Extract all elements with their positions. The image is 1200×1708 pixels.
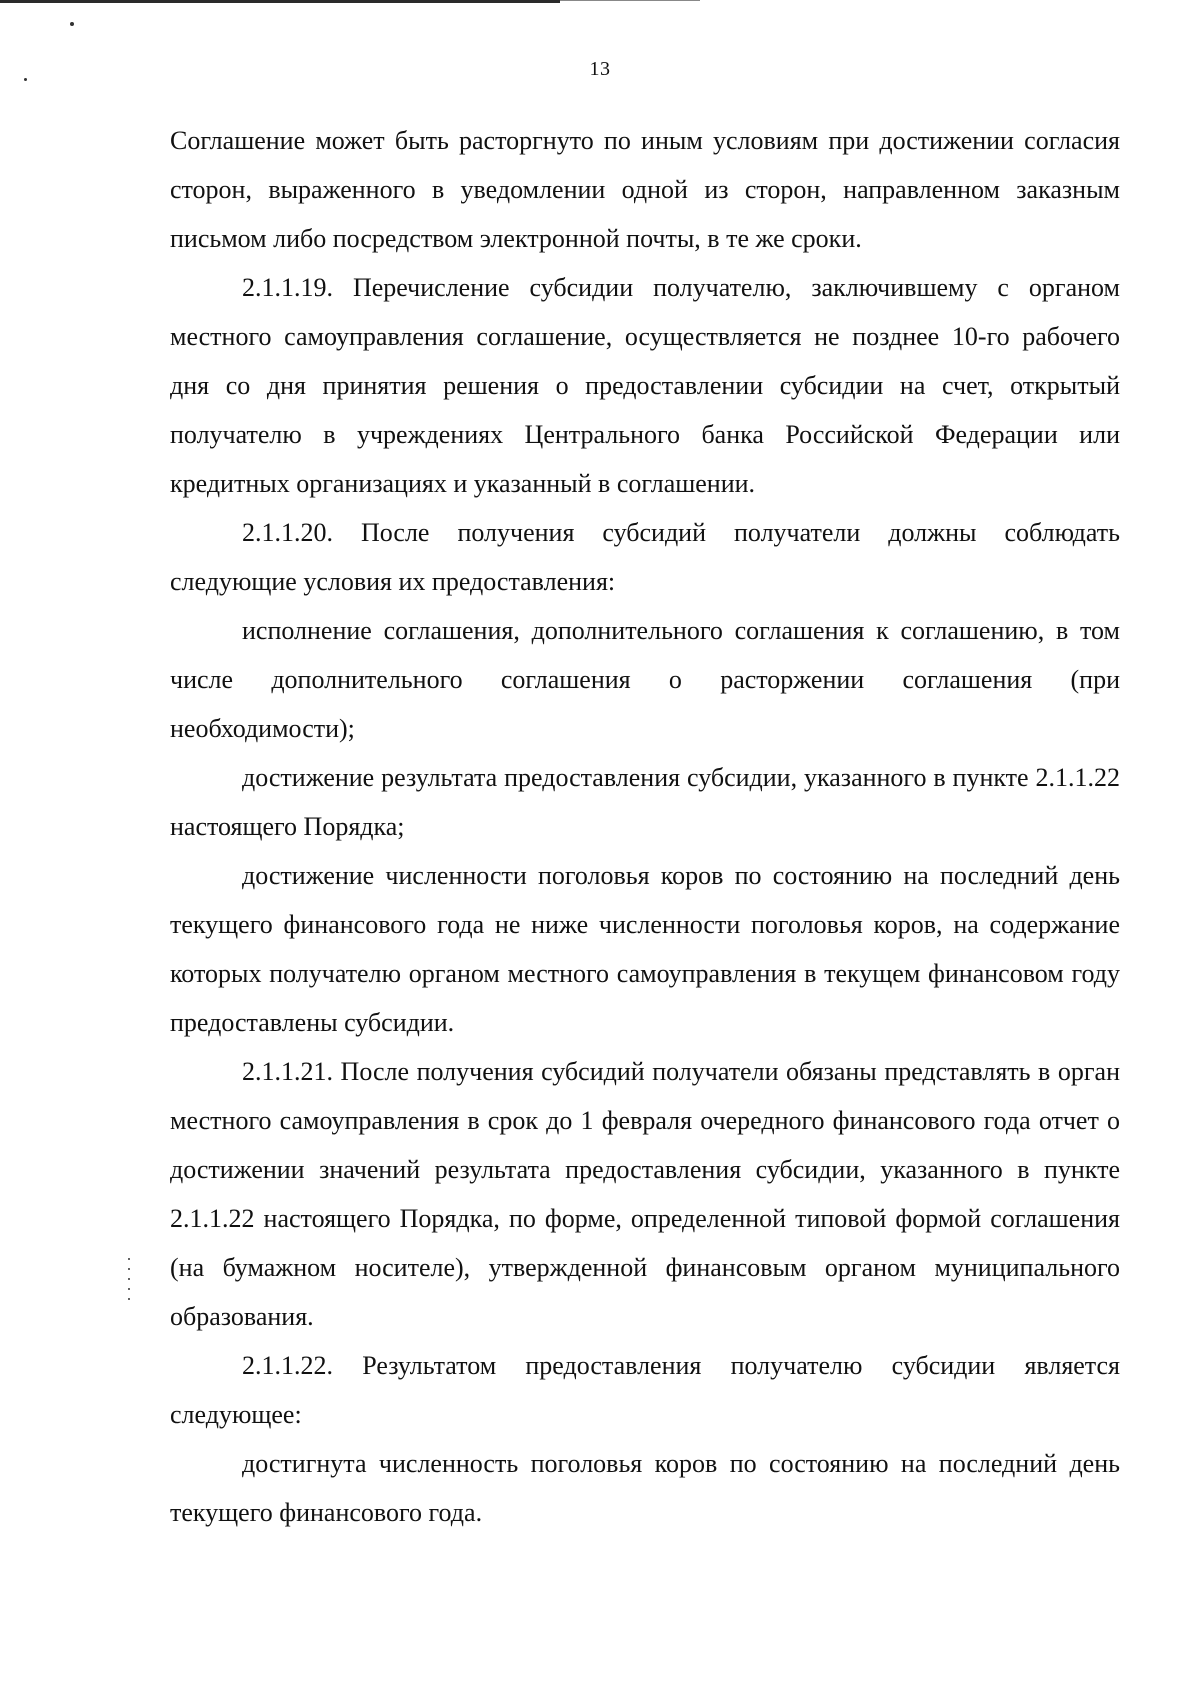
condition-cow-headcount: достижение численности поголовья коров по состоянию на последний день текущего финансового года не ниже численности поголовья коров, на содержание которых получателю органом местного самоуправления в текущем финансовом году предоставлены субсидии.: [170, 861, 1120, 1037]
condition-result-achievement: достижение результата предоставления субсидии, указанного в пункте 2.1.1.22 настоящего Порядка;: [170, 763, 1120, 841]
scan-speck: [128, 1298, 130, 1300]
scan-speck: [128, 1268, 130, 1270]
scan-speck: [128, 1278, 130, 1280]
document-body: [170, 116, 1120, 1537]
paragraph-2-1-1-20: 2.1.1.20. После получения субсидий получатели должны соблюдать следующие условия их предоставления:: [170, 518, 1120, 596]
paragraph-2-1-1-21: 2.1.1.21. После получения субсидий получатели обязаны представлять в орган местного самоуправления в срок до 1 февраля очередного финансового года отчет о достижении значений результата предоставления субсидии, указанного в пункте 2.1.1.22 настоящего Порядка, по форме, определенной типовой формой соглашения (на бумажном носителе), утвержденной финансовым органом муниципального образования.: [170, 1057, 1120, 1331]
page-number: 13: [589, 58, 611, 80]
scan-speck: [70, 22, 74, 26]
paragraph-termination-conditions: Соглашение может быть расторгнуто по иным условиям при достижении согласия сторон, выраженного в уведомлении одной из сторон, направленном заказным письмом либо посредством электронной почты, в те же сроки.: [170, 126, 1120, 253]
scan-speck: [128, 1288, 130, 1290]
scan-speck: [128, 1258, 130, 1260]
paragraph-2-1-1-19: 2.1.1.19. Перечисление субсидии получателю, заключившему с органом местного самоуправления соглашение, осуществляется не позднее 10-го рабочего дня со дня принятия решения о предоставлении субсидии на счет, открытый получателю в учреждениях Центрального банка Российской Федерации или кредитных организациях и указанный в соглашении.: [170, 273, 1120, 498]
result-cow-headcount: достигнута численность поголовья коров по состоянию на последний день текущего финансового года.: [170, 1449, 1120, 1527]
scan-top-edge-faint: [560, 0, 700, 1]
scan-top-edge: [0, 0, 560, 3]
paragraph-2-1-1-22: 2.1.1.22. Результатом предоставления получателю субсидии является следующее:: [170, 1351, 1120, 1429]
condition-agreement-execution: исполнение соглашения, дополнительного соглашения к соглашению, в том числе дополнительного соглашения о расторжении соглашения (при необходимости);: [170, 616, 1120, 743]
